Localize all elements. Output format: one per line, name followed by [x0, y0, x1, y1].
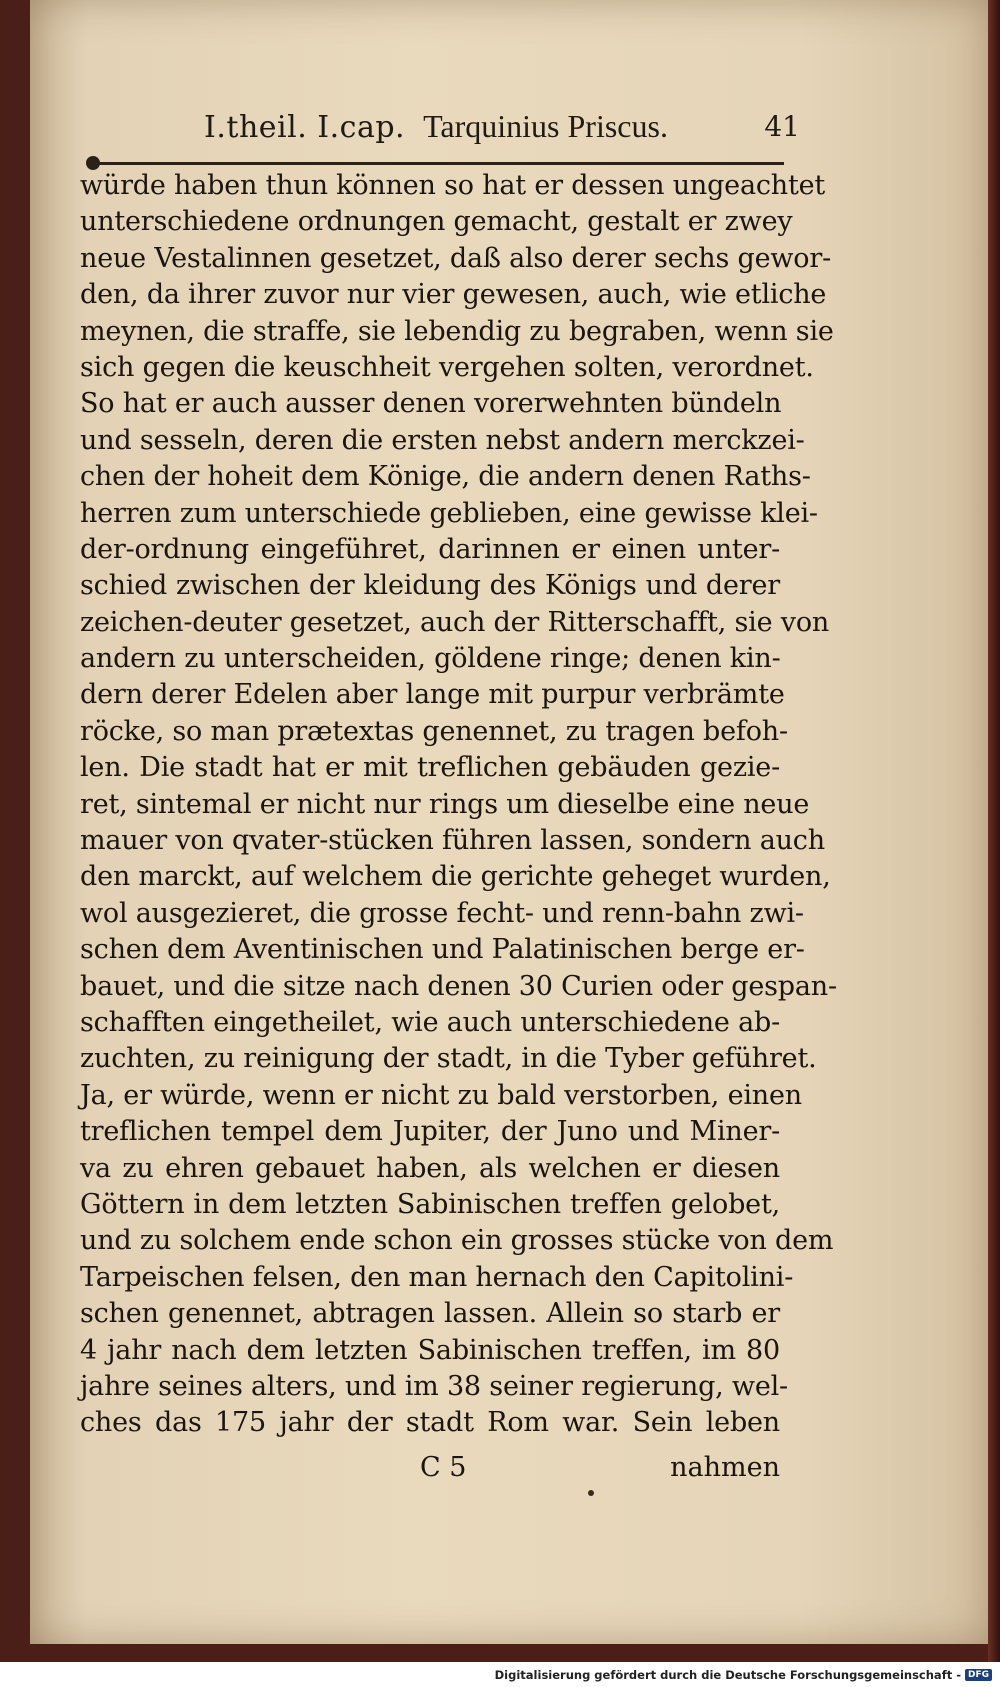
- page-number: 41: [764, 110, 800, 143]
- text-line: sich gegen die keuschheit vergehen solten, verordnet.: [80, 351, 814, 383]
- text-line: andern zu unterscheiden, göldene ringe; denen kin-: [80, 643, 781, 675]
- digitization-credit: [0, 1662, 1000, 1687]
- text-line: jahre seines alters, und im 38 seiner regierung, wel-: [80, 1370, 788, 1402]
- dfg-logo: DFG: [965, 1669, 992, 1681]
- text-line: neue Vestalinnen gesetzet, daß also derer sechs gewor-: [80, 242, 831, 274]
- body-text: [80, 168, 837, 1442]
- text-line: Ja, er würde, wenn er nicht zu bald verstorben, einen: [80, 1079, 802, 1111]
- catchword: nahmen: [670, 1452, 780, 1483]
- text-line: dern derer Edelen aber lange mit purpur verbrämte: [80, 679, 785, 711]
- text-line: mauer von qvater-stücken führen lassen, sondern auch: [80, 825, 825, 857]
- header-rule: [92, 162, 784, 165]
- page-footer: [420, 1452, 780, 1492]
- text-line: unterschiedene ordnungen gemacht, gestalt er zwey: [80, 206, 793, 238]
- text-line: schen dem Aventinischen und Palatinischen berge er-: [80, 934, 805, 966]
- page-edge: [988, 0, 1000, 1662]
- text-line: schafften eingetheilet, wie auch unterschiedene ab-: [80, 1006, 780, 1038]
- text-line: schen genennet, abtragen lassen. Allein so starb er: [80, 1298, 780, 1330]
- text-line: herren zum unterschiede geblieben, eine gewisse klei-: [80, 497, 818, 529]
- ink-spot: [588, 1490, 594, 1496]
- text-line: röcke, so man prætextas genennet, zu tragen befoh-: [80, 715, 788, 747]
- text-line: len. Die stadt hat er mit treflichen gebäuden gezie-: [80, 752, 780, 784]
- text-line: und sesseln, deren die ersten nebst andern merckzei-: [80, 424, 805, 456]
- running-head: [204, 108, 800, 156]
- text-line: bauet, und die sitze nach denen 30 Curien oder gespan-: [80, 970, 837, 1002]
- text-line: ret, sintemal er nicht nur rings um dieselbe eine neue: [80, 788, 810, 820]
- running-head-title: Tarquinius Priscus.: [423, 108, 668, 144]
- credit-text: Digitalisierung gefördert durch die Deutsche Forschungsgemeinschaft -: [494, 1667, 961, 1682]
- text-line: würde haben thun können so hat er dessen ungeachtet: [80, 170, 826, 201]
- text-line: chen der hoheit dem Könige, die andern denen Raths-: [80, 461, 811, 493]
- text-line: den marckt, auf welchem die gerichte geheget wurden,: [80, 861, 831, 893]
- text-line: zuchten, zu reinigung der stadt, in die Tyber geführet.: [80, 1043, 817, 1075]
- text-line: zeichen-deuter gesetzet, auch der Ritterschafft, sie von: [80, 606, 830, 638]
- text-line: meynen, die straffe, sie lebendig zu begraben, wenn sie: [80, 315, 834, 347]
- text-line: wol ausgezieret, die grosse fecht- und renn-bahn zwi-: [80, 897, 804, 929]
- text-line: treflichen tempel dem Jupiter, der Juno und Miner-: [80, 1116, 780, 1148]
- text-line: 4 jahr nach dem letzten Sabinischen treffen, im 80: [80, 1334, 780, 1366]
- text-line: ches das 175 jahr der stadt Rom war. Sein leben: [80, 1407, 780, 1439]
- signature-mark: C 5: [420, 1452, 467, 1483]
- text-line: schied zwischen der kleidung des Königs und derer: [80, 570, 780, 602]
- text-line: den, da ihrer zuvor nur vier gewesen, auch, wie etliche: [80, 279, 827, 311]
- text-line: der-ordnung eingeführet, darinnen er einen unter-: [80, 533, 780, 565]
- text-line: Tarpeischen felsen, den man hernach den Capitolini-: [80, 1261, 794, 1293]
- running-head-chapter: I.theil. I.cap.: [204, 110, 406, 145]
- text-line: va zu ehren gebauet haben, als welchen er diesen: [80, 1152, 780, 1184]
- text-line: So hat er auch ausser denen vorerwehnten bündeln: [80, 388, 782, 420]
- text-line: Göttern in dem letzten Sabinischen treffen gelobet,: [80, 1188, 780, 1220]
- text-line: und zu solchem ende schon ein grosses stücke von dem: [80, 1225, 834, 1257]
